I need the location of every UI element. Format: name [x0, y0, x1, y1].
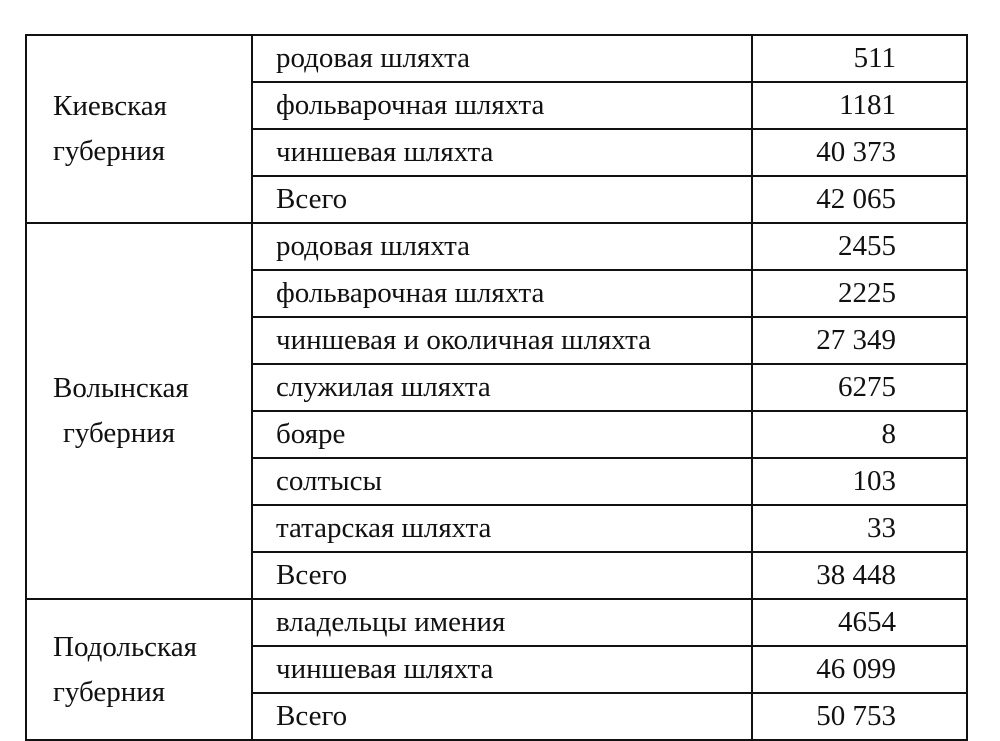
category-cell: служилая шляхта: [252, 364, 752, 411]
region-cell-kiev: [26, 35, 252, 223]
category-cell: бояре: [252, 411, 752, 458]
category-cell: татарская шляхта: [252, 505, 752, 552]
total-label-cell: Всего: [252, 176, 752, 223]
nobility-table: [25, 34, 968, 741]
table-row: [26, 35, 967, 82]
category-cell: чиншевая и околичная шляхта: [252, 317, 752, 364]
category-cell: владельцы имения: [252, 599, 752, 646]
value-cell: 46 099: [752, 646, 967, 693]
value-cell: 6275: [752, 364, 967, 411]
region-name: Киевская: [53, 90, 167, 123]
category-cell: чиншевая шляхта: [252, 129, 752, 176]
value-cell: 2455: [752, 223, 967, 270]
value-cell: 1181: [752, 82, 967, 129]
value-cell: 27 349: [752, 317, 967, 364]
value-cell: 2225: [752, 270, 967, 317]
region-name: Волынская: [53, 372, 189, 405]
total-value-cell: 50 753: [752, 693, 967, 740]
category-cell: родовая шляхта: [252, 35, 752, 82]
region-name-suffix: губерния: [53, 135, 166, 167]
category-cell: родовая шляхта: [252, 223, 752, 270]
region-name-suffix: губерния: [63, 417, 176, 449]
region-cell-volyn: [26, 223, 252, 599]
value-cell: 103: [752, 458, 967, 505]
category-cell: фольварочная шляхта: [252, 82, 752, 129]
total-label-cell: Всего: [252, 552, 752, 599]
total-label-cell: Всего: [252, 693, 752, 740]
value-cell: 33: [752, 505, 967, 552]
value-cell: 40 373: [752, 129, 967, 176]
table-row: [26, 599, 967, 646]
region-cell-podolia: [26, 599, 252, 740]
value-cell: 4654: [752, 599, 967, 646]
total-value-cell: 38 448: [752, 552, 967, 599]
category-cell: чиншевая шляхта: [252, 646, 752, 693]
category-cell: солтысы: [252, 458, 752, 505]
category-cell: фольварочная шляхта: [252, 270, 752, 317]
total-value-cell: 42 065: [752, 176, 967, 223]
table-row: [26, 223, 967, 270]
region-name: Подольская: [53, 630, 197, 663]
region-name-suffix: губерния: [53, 675, 166, 708]
value-cell: 8: [752, 411, 967, 458]
value-cell: 511: [752, 35, 967, 82]
